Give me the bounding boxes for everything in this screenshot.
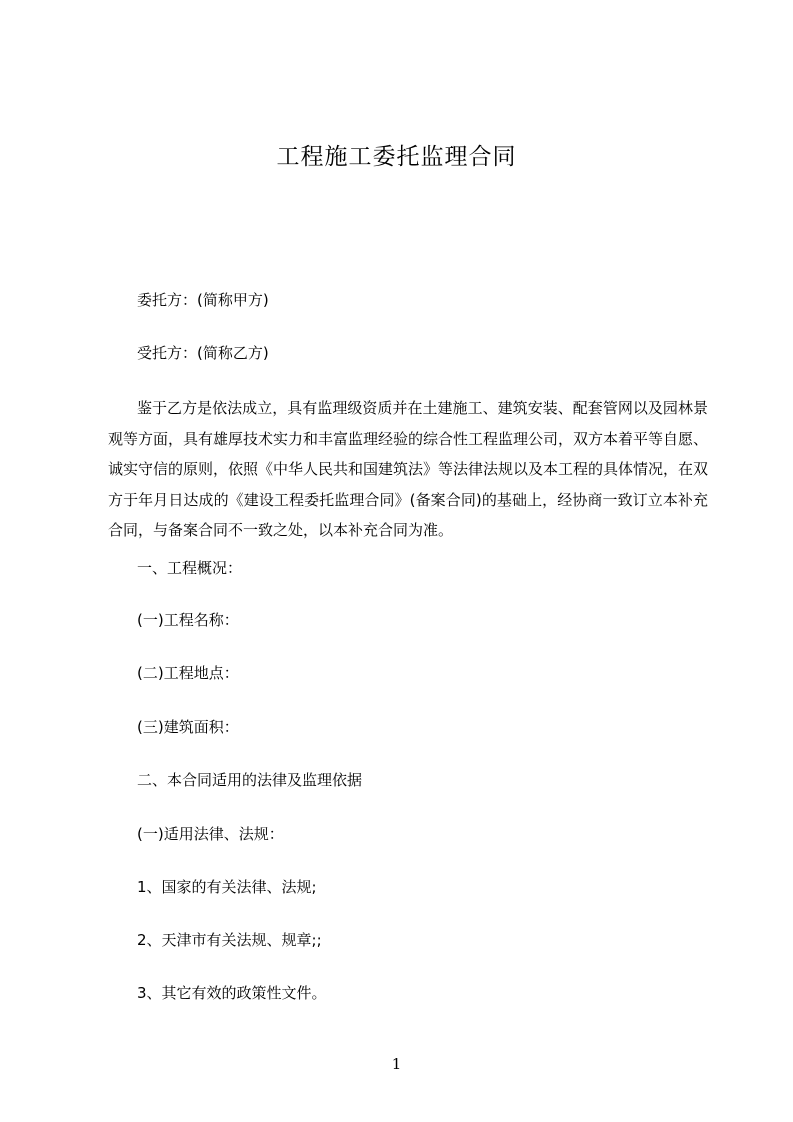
page-number: 1	[391, 1055, 402, 1073]
project-location-item: (二)工程地点：	[137, 664, 239, 682]
section-2-heading: 二、本合同适用的法律及监理依据	[137, 771, 363, 789]
law-item-1: 1、国家的有关法律、法规;	[137, 878, 317, 896]
intro-paragraph: 鉴于乙方是依法成立，具有监理级资质并在土建施工、建筑安装、配套管网以及园林景观等方面，具有雄厚技术实力和丰富监理经验的综合性工程监理公司，双方本着平等自愿、诚实守信的原则，依照《中华人民共和国建筑法》等法律法规以及本工程的具体情况，在双方于年月日达成的《建设工程委托监理合同》(备案合同)的基础上，经协商一致订立本补充合同，与备案合同不一致之处，以本补充合同为准。	[108, 399, 709, 539]
building-area-item: (三)建筑面积：	[137, 718, 239, 736]
contractor-party-line: 受托方：(简称乙方)	[137, 344, 269, 362]
law-item-3: 3、其它有效的政策性文件。	[137, 984, 327, 1002]
law-item-2: 2、天津市有关法规、规章;;	[137, 931, 322, 949]
project-name-item: (一)工程名称：	[137, 611, 239, 629]
client-party-line: 委托方：(简称甲方)	[137, 291, 269, 309]
applicable-laws-heading: (一)适用法律、法规：	[137, 825, 284, 843]
section-1-heading: 一、工程概况：	[137, 559, 243, 577]
document-title: 工程施工委托监理合同	[276, 144, 517, 170]
